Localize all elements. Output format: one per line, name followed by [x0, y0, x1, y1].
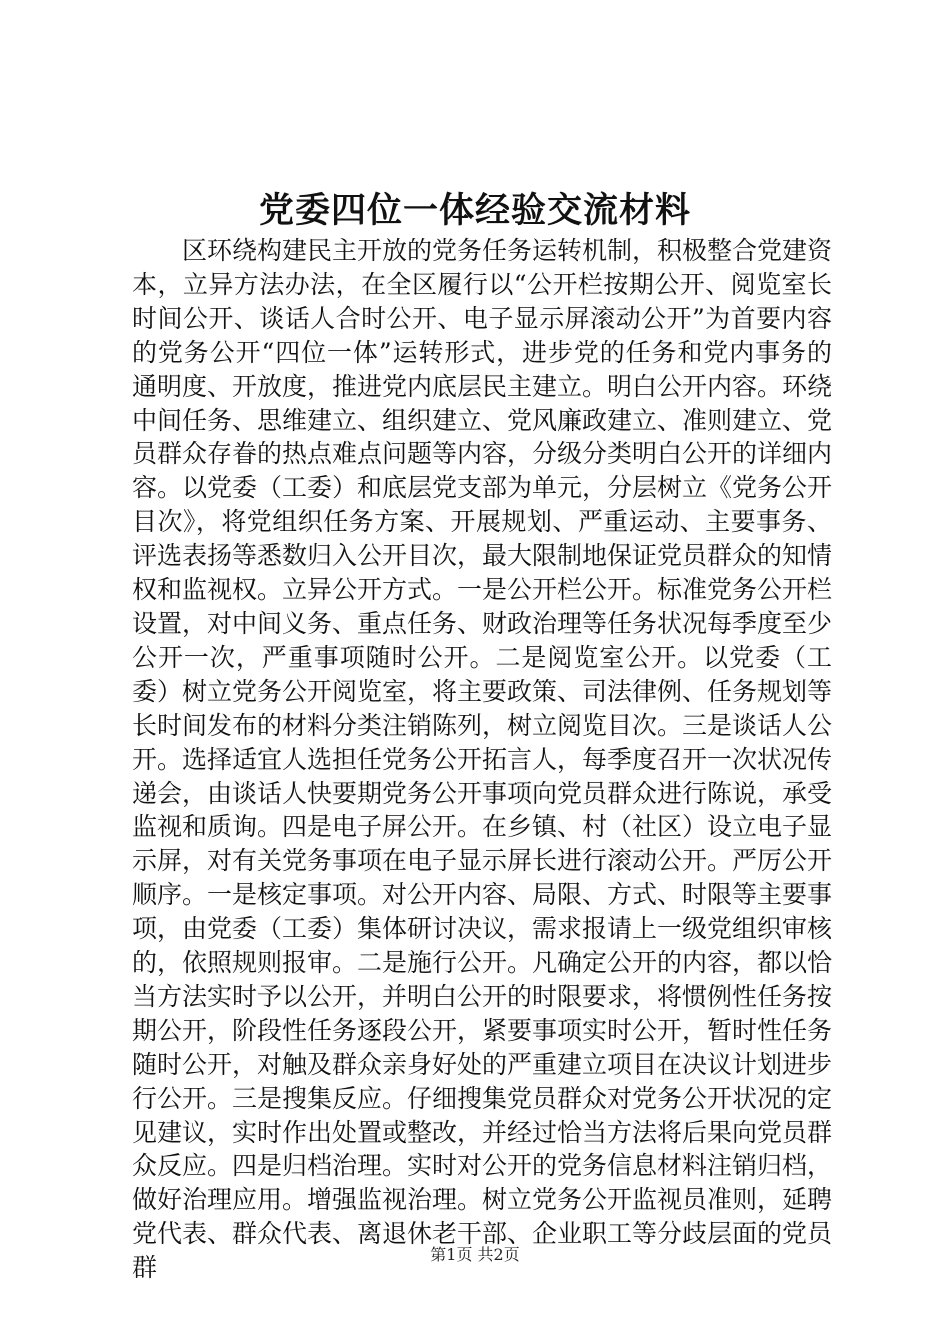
page-number: 第1页 共2页 — [430, 1245, 520, 1264]
body-paragraph: 区环绕构建民主开放的党务任务运转机制，积极整合党建资本，立异方法办法，在全区履行以“公开栏按期公开、阅览室长时间公开、谈话人合时公开、电子显示屏滚动公开”为首要内容的党务公开“四位一体”运转形式，进步党的任务和党内事务的通明度、开放度，推进党内底层民主建立。明白公开内容。环绕中间任务、思维建立、组织建立、党风廉政建立、准则建立、党员群众存眷的热点难点问题等内容，分级分类明白公开的详细内容。以党委（工委）和底层党支部为单元，分层树立《党务公开目次》，将党组织任务方案、开展规划、严重运动、主要事务、评选表扬等悉数归入公开目次，最大限制地保证党员群众的知情权和监视权。立异公开方式。一是公开栏公开。标准党务公开栏设置，对中间义务、重点任务、财政治理等任务状况每季度至少公开一次，严重事项随时公开。二是阅览室公开。以党委（工委）树立党务公开阅览室，将主要政策、司法律例、任务规划等长时间发布的材料分类注销陈列，树立阅览目次。三是谈话人公开。选择适宜人选担任党务公开拓言人，每季度召开一次状况传递会，由谈话人快要期党务公开事项向党员群众进行陈说，承受监视和质询。四是电子屏公开。在乡镇、村（社区）设立电子显示屏，对有关党务事项在电子显示屏长进行滚动公开。严厉公开顺序。一是核定事项。对公开内容、局限、方式、时限等主要事项，由党委（工委）集体研讨决议，需求报请上一级党组织审核的，依照规则报审。二是施行公开。凡确定公开的内容，都以恰当方法实时予以公开，并明白公开的时限要求，将惯例性任务按期公开，阶段性任务逐段公开，紧要事项实时公开，暂时性任务随时公开，对触及群众亲身好处的严重建立项目在决议计划进步行公开。三是搜集反应。仔细搜集党员群众对党务公开状况的定见建议，实时作出处置或整改，并经过恰当方法将后果向党员群众反应。四是归档治理。实时对公开的党务信息材料注销归档，做好治理应用。增强监视治理。树立党务公开监视员准则，延聘党代表、群众代表、离退休老干部、企业职工等分歧层面的党员群 — [132, 236, 833, 1283]
page-title: 党委四位一体经验交流材料 — [258, 190, 691, 231]
